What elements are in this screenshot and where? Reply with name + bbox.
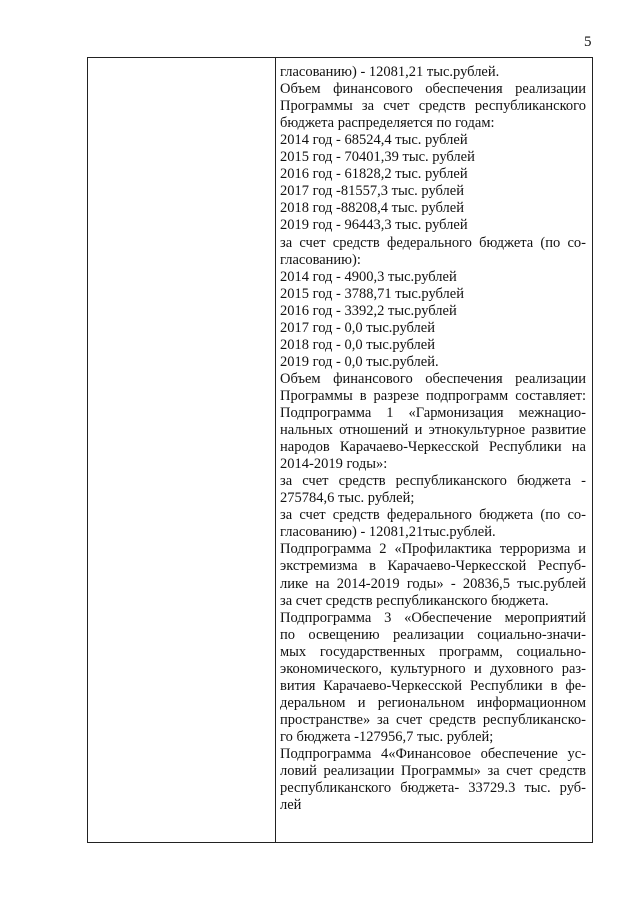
page-number: 5: [584, 34, 592, 50]
text-line: 2016 год - 3392,2 тыс.рублей: [280, 302, 457, 319]
text-line: лике на 2014-2019 годы» - 20836,5 тыс.рублей: [280, 575, 586, 592]
text-line: 275784,6 тыс. рублей;: [280, 490, 415, 507]
text-line: Подпрограмма 1 «Гармонизация межнацио-: [280, 405, 586, 421]
table-right-cell: [280, 58, 586, 842]
text-line: 2017 год -81557,3 тыс. рублей: [280, 183, 464, 200]
text-line: Объем финансового обеспечения реализации: [280, 81, 586, 98]
text-line: 2014 год - 4900,3 тыс.рублей: [280, 268, 457, 285]
document-table: [87, 57, 593, 843]
text-line: 2018 год - 0,0 тыс.рублей: [280, 336, 435, 353]
text-line: 2015 год - 3788,71 тыс.рублей: [280, 285, 464, 302]
text-line: Программы в разрезе подпрограмм составляет:: [280, 387, 586, 404]
table-left-cell: [88, 58, 276, 842]
text-line: 2018 год -88208,4 тыс. рублей: [280, 200, 464, 217]
text-line: лей: [280, 797, 302, 814]
text-line: ловий реализации Программы» за счет средств: [280, 763, 586, 780]
text-line: по освещению реализации социально-значи-: [280, 626, 586, 643]
text-line: Программы за счет средств республиканского: [280, 98, 586, 115]
text-line: Подпрограмма 3 «Обеспечение мероприятий: [280, 609, 586, 626]
text-line: Объем финансового обеспечения реализации: [280, 370, 586, 387]
text-line: вития Карачаево-Черкесской Республики в фе-: [280, 677, 586, 694]
text-line: экстремизма в Карачаево-Черкесской Респуб-: [280, 558, 586, 575]
text-line: гласованию):: [280, 251, 361, 268]
text-line: за счет средств республиканского бюджета.: [280, 592, 549, 609]
text-line: гласованию) - 12081,21тыс.рублей.: [280, 524, 496, 541]
text-line: Подпрограмма 4«Финансовое обеспечение ус-: [280, 746, 586, 762]
text-line: 2019 год - 0,0 тыс.рублей.: [280, 353, 439, 370]
text-line: 2019 год - 96443,3 тыс. рублей: [280, 217, 468, 234]
text-line: мых государственных программ, социально-: [280, 643, 586, 660]
text-line: 2014 год - 68524,4 тыс. рублей: [280, 132, 468, 149]
text-line: нальных отношений и этнокультурное развитие: [280, 422, 586, 439]
text-line: гласованию) - 12081,21 тыс.рублей.: [280, 64, 500, 80]
text-line: 2017 год - 0,0 тыс.рублей: [280, 319, 435, 336]
text-line: республиканского бюджета- 33729.3 тыс. руб-: [280, 780, 586, 797]
text-line: за счет средств республиканского бюджета -: [280, 473, 586, 490]
text-line: 2016 год - 61828,2 тыс. рублей: [280, 166, 468, 183]
text-line: народов Карачаево-Черкесской Республики на: [280, 439, 586, 456]
text-line: за счет средств федерального бюджета (по со-: [280, 507, 586, 524]
text-line: экономического, культурного и духовного раз-: [280, 660, 586, 677]
text-line: деральном и региональном информационном: [280, 694, 586, 711]
text-line: бюджета распределяется по годам:: [280, 115, 495, 132]
text-line: 2015 год - 70401,39 тыс. рублей: [280, 149, 475, 166]
text-line: го бюджета -127956,7 тыс. рублей;: [280, 728, 494, 745]
text-line: пространстве» за счет средств республиканско-: [280, 711, 586, 728]
text-line: Подпрограмма 2 «Профилактика терроризма и: [280, 541, 586, 558]
text-line: 2014-2019 годы»:: [280, 456, 388, 473]
text-line: за счет средств федерального бюджета (по со-: [280, 234, 586, 251]
